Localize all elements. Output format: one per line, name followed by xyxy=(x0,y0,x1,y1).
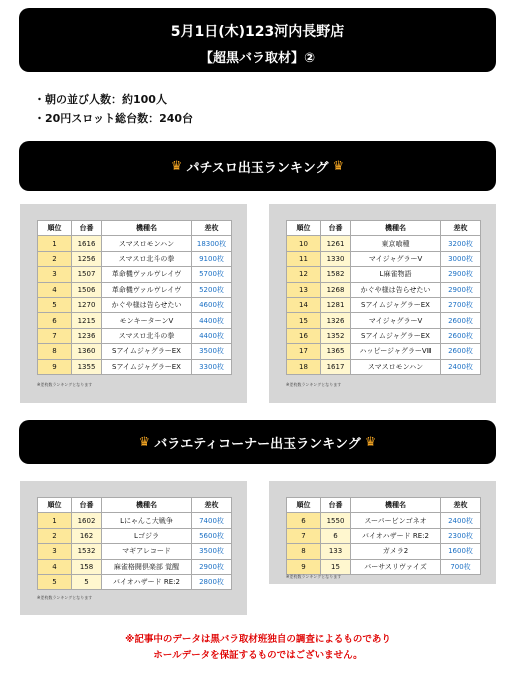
machine-no-cell: 1256 xyxy=(72,251,102,266)
rank-cell: 1 xyxy=(38,236,72,251)
table-note: ※差枚数ランキングとなります xyxy=(37,595,93,600)
disclaimer xyxy=(0,632,516,664)
table-row xyxy=(38,282,232,297)
model-cell: L麻雀物語 xyxy=(351,267,441,282)
model-cell: モンキーターンV xyxy=(102,313,192,328)
rank-cell: 18 xyxy=(287,359,321,374)
model-cell: Lゴジラ xyxy=(102,528,192,543)
model-cell: ガメラ2 xyxy=(351,544,441,559)
rank-cell: 5 xyxy=(38,297,72,312)
diff-cell: 2300枚 xyxy=(441,528,481,543)
table-header-row xyxy=(287,221,481,236)
col-header-model: 機種名 xyxy=(102,221,192,236)
crown-icon: ♛ xyxy=(332,158,345,174)
table-row xyxy=(287,528,481,543)
slot-ranking-header xyxy=(19,141,496,191)
model-cell: SアイムジャグラーEX xyxy=(351,328,441,343)
model-cell: Lにゃんこ大戦争 xyxy=(102,513,192,528)
machine-no-cell: 15 xyxy=(321,559,351,574)
table-row xyxy=(38,297,232,312)
machine-no-cell: 1616 xyxy=(72,236,102,251)
diff-cell: 2600枚 xyxy=(441,313,481,328)
machine-no-cell: 1507 xyxy=(72,267,102,282)
diff-cell: 2700枚 xyxy=(441,297,481,312)
table-row xyxy=(287,559,481,574)
variety-ranking-panel-right xyxy=(269,481,496,584)
machine-no-cell: 133 xyxy=(321,544,351,559)
rank-cell: 13 xyxy=(287,282,321,297)
model-cell: 東京喰種 xyxy=(351,236,441,251)
rank-cell: 3 xyxy=(38,267,72,282)
page-title-box xyxy=(19,8,496,72)
crown-icon: ♛ xyxy=(364,434,377,450)
model-cell: マイジャグラーV xyxy=(351,251,441,266)
model-cell: スマスロモンハン xyxy=(351,359,441,374)
slot-ranking-table-left xyxy=(37,220,232,375)
model-cell: SアイムジャグラーEX xyxy=(102,359,192,374)
table-row xyxy=(287,297,481,312)
diff-cell: 700枚 xyxy=(441,559,481,574)
table-row xyxy=(38,267,232,282)
model-cell: スマスロモンハン xyxy=(102,236,192,251)
rank-cell: 7 xyxy=(287,528,321,543)
diff-cell: 2900枚 xyxy=(192,559,232,574)
machine-no-cell: 1582 xyxy=(321,267,351,282)
table-row xyxy=(38,544,232,559)
model-cell: バーサスリヴァイズ xyxy=(351,559,441,574)
diff-cell: 3300枚 xyxy=(192,359,232,374)
variety-ranking-header xyxy=(19,420,496,464)
variety-ranking-panel-left xyxy=(20,481,247,615)
table-row xyxy=(38,313,232,328)
model-cell: スーパービンゴネオ xyxy=(351,513,441,528)
rank-cell: 2 xyxy=(38,528,72,543)
page-subtitle: 【超黒バラ取材】② xyxy=(199,51,315,66)
rank-cell: 12 xyxy=(287,267,321,282)
col-header-rank: 順位 xyxy=(287,498,321,513)
col-header-diff: 差枚 xyxy=(441,498,481,513)
rank-cell: 1 xyxy=(38,513,72,528)
table-row xyxy=(38,251,232,266)
diff-cell: 7400枚 xyxy=(192,513,232,528)
model-cell: 革命機ヴァルヴレイヴ xyxy=(102,282,192,297)
slot-ranking-panel-right xyxy=(269,204,496,403)
col-header-model: 機種名 xyxy=(351,498,441,513)
machine-no-cell: 1355 xyxy=(72,359,102,374)
machine-no-cell: 1215 xyxy=(72,313,102,328)
diff-cell: 2900枚 xyxy=(441,282,481,297)
col-header-machine-no: 台番 xyxy=(72,221,102,236)
machine-no-cell: 1261 xyxy=(321,236,351,251)
diff-cell: 5700枚 xyxy=(192,267,232,282)
diff-cell: 2600枚 xyxy=(441,328,481,343)
diff-cell: 3500枚 xyxy=(192,344,232,359)
rank-cell: 14 xyxy=(287,297,321,312)
machine-no-cell: 1617 xyxy=(321,359,351,374)
table-row xyxy=(38,359,232,374)
slot-ranking-title: パチスロ出玉ランキング xyxy=(186,160,329,176)
info-line-total-machines: ・20円スロット総台数：240台 xyxy=(34,112,194,125)
table-row xyxy=(287,544,481,559)
model-cell: かぐや様は告らせたい xyxy=(102,297,192,312)
diff-cell: 2800枚 xyxy=(192,574,232,589)
machine-no-cell: 1365 xyxy=(321,344,351,359)
disclaimer-line-1: ※記事中のデータは黒バラ取材班独自の調査によるものであり xyxy=(125,634,391,645)
diff-cell: 2400枚 xyxy=(441,513,481,528)
table-row xyxy=(287,251,481,266)
rank-cell: 6 xyxy=(38,313,72,328)
variety-ranking-table-right xyxy=(286,497,481,575)
rank-cell: 17 xyxy=(287,344,321,359)
slot-ranking-panel-left xyxy=(20,204,247,403)
diff-cell: 5600枚 xyxy=(192,528,232,543)
table-row xyxy=(287,513,481,528)
rank-cell: 7 xyxy=(38,328,72,343)
col-header-diff: 差枚 xyxy=(192,221,232,236)
diff-cell: 2900枚 xyxy=(441,267,481,282)
model-cell: マイジャグラーV xyxy=(351,313,441,328)
rank-cell: 8 xyxy=(38,344,72,359)
diff-cell: 4400枚 xyxy=(192,328,232,343)
diff-cell: 3500枚 xyxy=(192,544,232,559)
model-cell: かぐや様は告らせたい xyxy=(351,282,441,297)
disclaimer-line-2: ホールデータを保証するものではございません。 xyxy=(153,650,363,661)
model-cell: SアイムジャグラーEX xyxy=(351,297,441,312)
col-header-model: 機種名 xyxy=(351,221,441,236)
variety-ranking-title: バラエティコーナー出玉ランキング xyxy=(154,436,361,452)
machine-no-cell: 1352 xyxy=(321,328,351,343)
machine-no-cell: 1330 xyxy=(321,251,351,266)
diff-cell: 3000枚 xyxy=(441,251,481,266)
model-cell: スマスロ北斗の拳 xyxy=(102,251,192,266)
rank-cell: 5 xyxy=(38,574,72,589)
machine-no-cell: 6 xyxy=(321,528,351,543)
table-row xyxy=(287,359,481,374)
col-header-rank: 順位 xyxy=(38,498,72,513)
table-row xyxy=(38,574,232,589)
machine-no-cell: 1532 xyxy=(72,544,102,559)
table-row xyxy=(287,282,481,297)
col-header-rank: 順位 xyxy=(287,221,321,236)
rank-cell: 11 xyxy=(287,251,321,266)
diff-cell: 2600枚 xyxy=(441,344,481,359)
rank-cell: 10 xyxy=(287,236,321,251)
model-cell: ハッピージャグラーVⅢ xyxy=(351,344,441,359)
rank-cell: 4 xyxy=(38,559,72,574)
rank-cell: 3 xyxy=(38,544,72,559)
model-cell: マギアレコード xyxy=(102,544,192,559)
col-header-diff: 差枚 xyxy=(441,221,481,236)
rank-cell: 16 xyxy=(287,328,321,343)
table-row xyxy=(287,328,481,343)
table-note: ※差枚数ランキングとなります xyxy=(286,382,342,387)
table-row xyxy=(287,313,481,328)
rank-cell: 15 xyxy=(287,313,321,328)
diff-cell: 4600枚 xyxy=(192,297,232,312)
diff-cell: 4400枚 xyxy=(192,313,232,328)
table-header-row xyxy=(287,498,481,513)
machine-no-cell: 1506 xyxy=(72,282,102,297)
machine-no-cell: 1270 xyxy=(72,297,102,312)
table-note: ※差枚数ランキングとなります xyxy=(286,574,342,579)
col-header-rank: 順位 xyxy=(38,221,72,236)
crown-icon: ♛ xyxy=(170,158,183,174)
model-cell: 革命機ヴァルヴレイヴ xyxy=(102,267,192,282)
rank-cell: 9 xyxy=(38,359,72,374)
table-row xyxy=(38,559,232,574)
machine-no-cell: 1602 xyxy=(72,513,102,528)
variety-ranking-table-left xyxy=(37,497,232,590)
machine-no-cell: 1360 xyxy=(72,344,102,359)
model-cell: スマスロ北斗の拳 xyxy=(102,328,192,343)
table-row xyxy=(38,236,232,251)
model-cell: バイオハザード RE:2 xyxy=(351,528,441,543)
col-header-machine-no: 台番 xyxy=(321,221,351,236)
machine-no-cell: 162 xyxy=(72,528,102,543)
diff-cell: 5200枚 xyxy=(192,282,232,297)
col-header-machine-no: 台番 xyxy=(321,498,351,513)
info-line-queue: ・朝の並び人数：約100人 xyxy=(34,93,167,106)
table-row xyxy=(287,344,481,359)
table-note: ※差枚数ランキングとなります xyxy=(37,382,93,387)
col-header-diff: 差枚 xyxy=(192,498,232,513)
diff-cell: 3200枚 xyxy=(441,236,481,251)
table-row xyxy=(287,267,481,282)
machine-no-cell: 1268 xyxy=(321,282,351,297)
machine-no-cell: 5 xyxy=(72,574,102,589)
page-title: 5月1日(木)123河内長野店 xyxy=(170,24,345,40)
diff-cell: 2400枚 xyxy=(441,359,481,374)
table-row xyxy=(287,236,481,251)
rank-cell: 4 xyxy=(38,282,72,297)
rank-cell: 2 xyxy=(38,251,72,266)
model-cell: SアイムジャグラーEX xyxy=(102,344,192,359)
diff-cell: 9100枚 xyxy=(192,251,232,266)
machine-no-cell: 158 xyxy=(72,559,102,574)
table-header-row xyxy=(38,498,232,513)
machine-no-cell: 1281 xyxy=(321,297,351,312)
diff-cell: 18300枚 xyxy=(192,236,232,251)
slot-ranking-table-right xyxy=(286,220,481,375)
col-header-machine-no: 台番 xyxy=(72,498,102,513)
table-row xyxy=(38,513,232,528)
col-header-model: 機種名 xyxy=(102,498,192,513)
machine-no-cell: 1550 xyxy=(321,513,351,528)
rank-cell: 8 xyxy=(287,544,321,559)
rank-cell: 9 xyxy=(287,559,321,574)
table-row xyxy=(38,344,232,359)
machine-no-cell: 1236 xyxy=(72,328,102,343)
model-cell: バイオハザード RE:2 xyxy=(102,574,192,589)
table-header-row xyxy=(38,221,232,236)
table-row xyxy=(38,528,232,543)
model-cell: 麻雀格闘倶楽部 覚醒 xyxy=(102,559,192,574)
table-row xyxy=(38,328,232,343)
crown-icon: ♛ xyxy=(138,434,151,450)
diff-cell: 1600枚 xyxy=(441,544,481,559)
rank-cell: 6 xyxy=(287,513,321,528)
machine-no-cell: 1326 xyxy=(321,313,351,328)
